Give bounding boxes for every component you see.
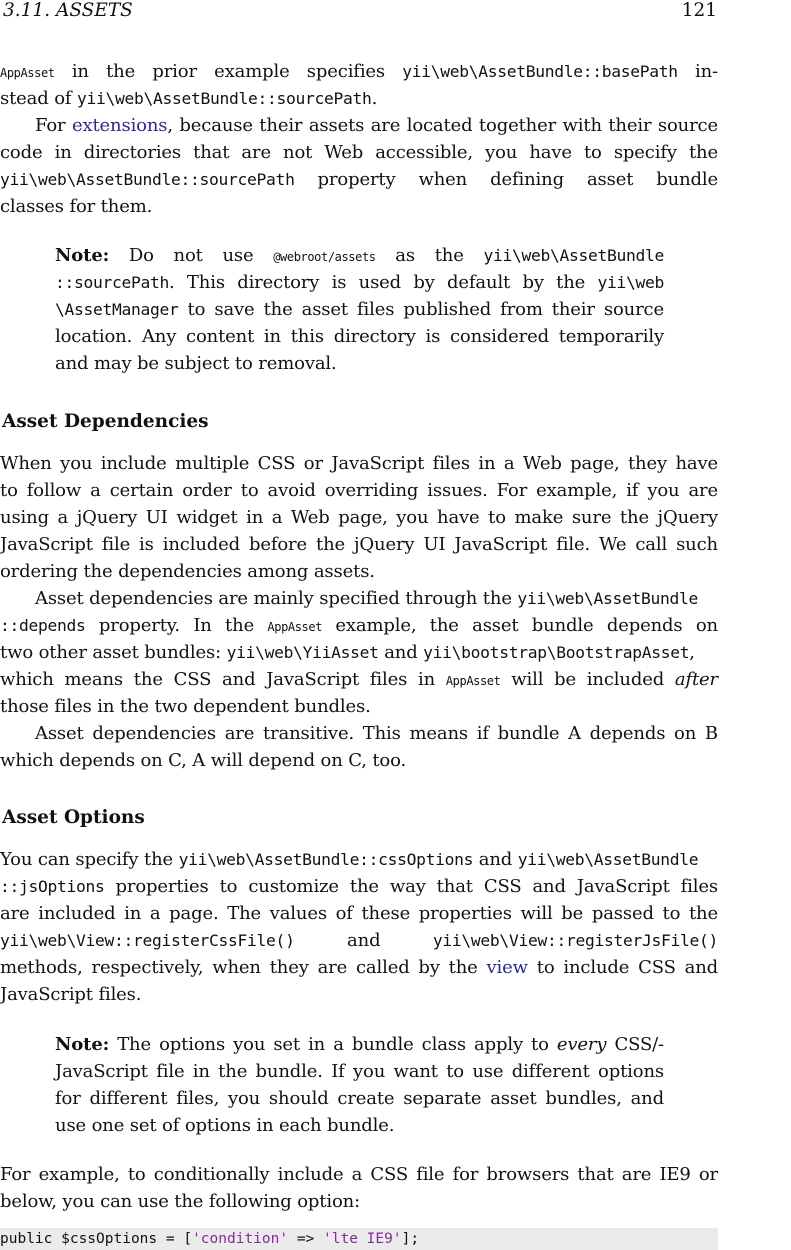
paragraph-line [0,613,718,639]
text: , [689,642,695,663]
paragraph-line [0,928,718,954]
paragraph-line [0,667,718,693]
section-heading: Asset Options [2,807,145,828]
paragraph-line: classes for them. [0,196,153,217]
text: The options you set in a bundle class apply to [109,1034,557,1055]
code-token: => [288,1231,324,1247]
paragraph-line: When you include multiple CSS or JavaScript files in a Web page, they have [0,453,718,474]
code-basepath: yii\web\AssetBundle::basePath [402,62,678,81]
paragraph-line [0,59,718,85]
code-string: 'lte IE9' [323,1231,402,1247]
text: For [35,115,72,136]
paragraph-line: those files in the two dependent bundles. [0,696,371,717]
note-line: use one set of options in each bundle. [55,1115,395,1136]
page-number: 121 [681,0,717,21]
paragraph-line [0,86,718,112]
text: to save the asset files published from their source [178,299,664,320]
paragraph-line: below, you can use the following option: [0,1191,361,1212]
code-assetbundle: yii\web\AssetBundle [483,246,664,265]
text: as the [375,245,484,266]
paragraph-line: ordering the dependencies among assets. [0,561,375,582]
code-assetbundle: yii\web\AssetBundle [517,850,699,869]
paragraph-line: which depends on C, A will depend on C, too. [0,750,407,771]
text: two other asset bundles: [0,642,227,663]
code-bootstrapasset: yii\bootstrap\BootstrapAsset [423,643,690,662]
code-yii-web: yii\web [597,273,664,292]
code-token: public $cssOptions = [ [0,1231,193,1247]
text: CSS/- [606,1034,664,1055]
paragraph-line [0,874,718,900]
text: example, the asset bundle depends on [322,615,718,636]
code-cssoptions: yii\web\AssetBundle::cssOptions [178,850,474,869]
code-assetmanager: \AssetManager [55,300,179,319]
code-appasset: AppAsset [445,674,501,688]
text: in the prior example specifies [54,61,403,82]
note-label: Note: [55,245,110,266]
text: methods, respectively, when they are called by the [0,957,487,978]
code-appasset: AppAsset [0,66,55,80]
code-appasset: AppAsset [267,620,323,634]
view-link[interactable]: view [486,957,528,978]
code-sourcepath: yii\web\AssetBundle::sourcePath [0,170,295,189]
code-string: 'condition' [192,1231,289,1247]
note-label: Note: [55,1034,110,1055]
text: . This directory is used by default by the [169,272,598,293]
paragraph-line [0,955,718,981]
text: You can specify the [0,849,179,870]
text: Asset dependencies are mainly specified through the [35,588,518,609]
text: and [294,930,433,951]
text: Do not use [109,245,274,266]
text: , because their assets are located together with their source [167,115,718,136]
emphasis: after [674,669,718,690]
text: properties to customize the way that CSS and JavaScript files [104,876,718,897]
note-line: and may be subject to removal. [55,353,337,374]
text: property when defining asset bundle [294,169,718,190]
text: . [371,88,378,109]
section-heading: Asset Dependencies [2,411,209,432]
section-title: 3.11. ASSETS [3,0,133,21]
code-registercssfile: yii\web\View::registerCssFile() [0,931,295,950]
text: and [473,849,518,870]
paragraph-line [0,847,791,873]
paragraph-line: JavaScript files. [0,984,142,1005]
code-block [0,1228,718,1250]
paragraph-line [0,586,740,612]
paragraph-line [0,167,718,193]
code-registerjsfile: yii\web\View::registerJsFile() [432,931,718,950]
paragraph-line: to follow a certain order to avoid overriding issues. For example, if you are [0,480,718,501]
paragraph-line [0,113,718,139]
paragraph-line [0,640,780,666]
code-token: ]; [401,1231,420,1247]
text: in- [677,61,718,82]
code-sourcepath: ::sourcePath [55,273,170,292]
note-line: for different files, you should create separate asset bundles, and [55,1088,664,1109]
emphasis: every [556,1034,607,1055]
text: and [378,642,424,663]
code-depends: ::depends [0,616,86,635]
code-yiiasset: yii\web\YiiAsset [226,643,379,662]
paragraph-line: For example, to conditionally include a CSS file for browsers that are IE9 or [0,1164,718,1185]
text: stead of [0,88,77,109]
note-line [55,243,664,269]
paragraph-line: using a jQuery UI widget in a Web page, you have to make sure the jQuery [0,507,718,528]
code-assetbundle: yii\web\AssetBundle [517,589,698,608]
running-header [3,0,717,22]
text: which means the CSS and JavaScript files in [0,669,446,690]
paragraph-line: Asset dependencies are transitive. This means if bundle A depends on B [35,723,718,744]
code-jsoptions: ::jsOptions [0,877,105,896]
note-line [55,270,664,296]
text: property. In the [85,615,268,636]
text: will be included [500,669,675,690]
code-sourcepath: yii\web\AssetBundle::sourcePath [76,89,372,108]
code-webroot-assets: @webroot/assets [273,250,376,264]
paragraph-line: code in directories that are not Web accessible, you have to specify the [0,142,718,163]
paragraph-line: JavaScript file is included before the jQuery UI JavaScript file. We call such [0,534,718,555]
extensions-link[interactable]: extensions [71,115,168,136]
paragraph-line: are included in a page. The values of these properties will be passed to the [0,903,718,924]
text: to include CSS and [527,957,719,978]
note-line [55,297,664,323]
note-line [55,1032,664,1058]
note-line: location. Any content in this directory is considered temporarily [55,326,664,347]
note-line: JavaScript file in the bundle. If you want to use different options [55,1061,664,1082]
